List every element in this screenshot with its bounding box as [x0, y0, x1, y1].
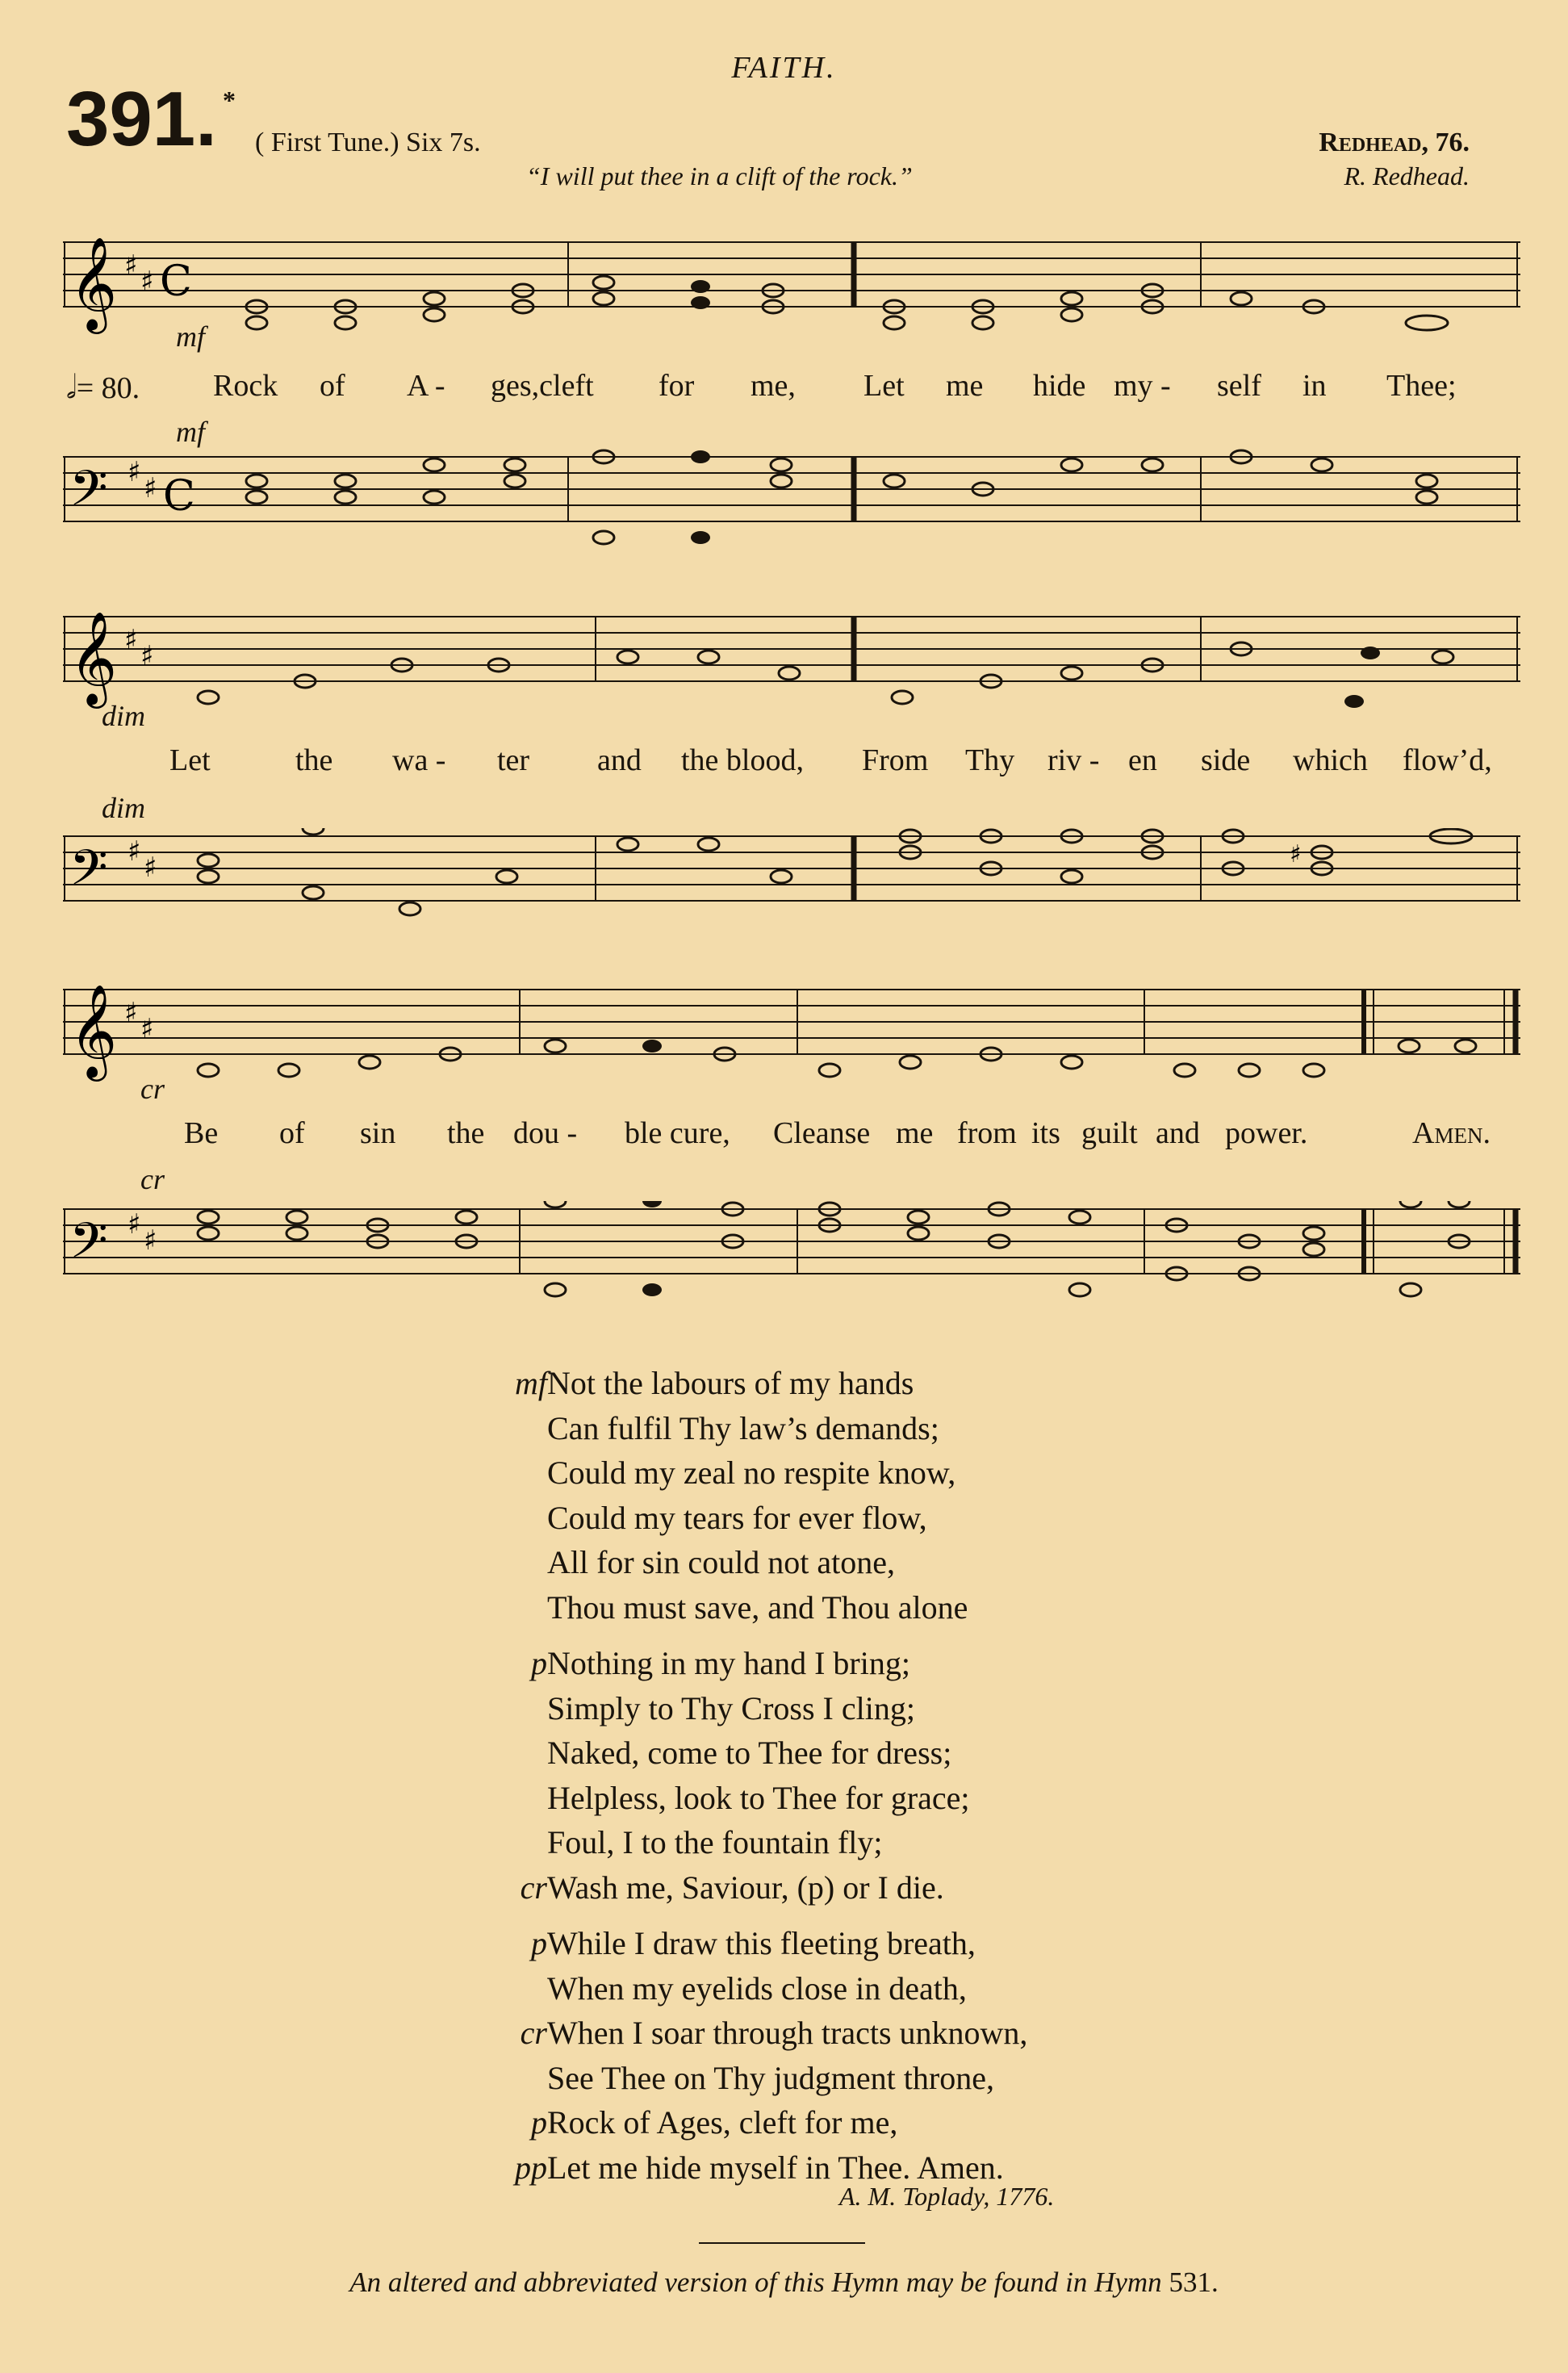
- lyrics-line-2: [63, 743, 1520, 781]
- svg-text:♯: ♯: [124, 249, 138, 282]
- verse-text: Can fulfil Thy law’s demands;: [547, 1409, 939, 1446]
- lyrics-line-3: [63, 1115, 1520, 1154]
- lyric-syllable: en: [1128, 743, 1157, 777]
- svg-text:♯: ♯: [140, 266, 154, 298]
- treble-staff-3: [63, 981, 1520, 1086]
- verse-text: Foul, I to the fountain fly;: [547, 1824, 883, 1860]
- lyric-syllable: Cleanse: [773, 1116, 871, 1150]
- treble-staff-1: [63, 234, 1520, 339]
- lyric-syllable: ter: [497, 743, 530, 777]
- verse-line: [484, 2056, 1210, 2101]
- verse-text: All for sin could not atone,: [547, 1544, 896, 1580]
- tune-info: ( First Tune.) Six 7s.: [255, 128, 481, 157]
- svg-text:♯: ♯: [124, 997, 138, 1029]
- lyric-syllable: guilt: [1081, 1116, 1138, 1150]
- lyric-syllable: sin: [360, 1116, 396, 1150]
- svg-text:𝄢: 𝄢: [69, 839, 108, 909]
- verse-text: When my eyelids close in death,: [547, 1969, 967, 2007]
- lyric-syllable: Let: [169, 743, 211, 777]
- lyric-syllable: flow’d,: [1403, 743, 1492, 777]
- epigraph: “I will put thee in a clift of the rock.”: [526, 161, 913, 190]
- verse-line: [484, 1686, 1210, 1731]
- lyric-syllable: which: [1293, 743, 1368, 777]
- verse-text: When I soar through tracts unknown,: [547, 2015, 1028, 2051]
- svg-text:𝄞: 𝄞: [69, 610, 118, 705]
- lyric-syllable: Let: [863, 369, 905, 403]
- dynamic-mark: mf: [176, 320, 205, 353]
- svg-text:♯: ♯: [140, 1013, 154, 1045]
- verse-dynamic: pp: [515, 2149, 547, 2186]
- verse-line: [484, 1540, 1210, 1585]
- lyric-syllable: me: [896, 1116, 934, 1150]
- footnote-text: An altered and abbreviated version of this Hymn may be found in Hymn: [349, 2266, 1162, 2298]
- lyric-syllable: me: [946, 369, 984, 403]
- treble-staff-3-notation: [63, 981, 1520, 1086]
- verse-line: [484, 1585, 1210, 1630]
- verse-text: Wash me, Saviour, (p) or I die.: [547, 1869, 944, 1906]
- svg-text:♯: ♯: [128, 456, 141, 488]
- dynamic-mark: mf: [176, 416, 205, 448]
- verse-line: [484, 1406, 1210, 1451]
- lyric-syllable: From: [862, 743, 929, 777]
- verse-text: Rock of Ages, cleft for me,: [547, 2104, 898, 2141]
- svg-text:♯: ♯: [144, 472, 157, 504]
- bass-staff-2: [63, 828, 1520, 933]
- lyric-syllable: hide: [1033, 369, 1086, 403]
- lyric-syllable: and: [597, 743, 642, 777]
- svg-text:♯: ♯: [140, 640, 154, 672]
- lyric-syllable: wa -: [392, 743, 446, 777]
- lyric-syllable: me,: [751, 369, 796, 403]
- dynamic-mark: cr: [140, 1163, 165, 1195]
- verse-line: [484, 1731, 1210, 1776]
- lyric-syllable: A -: [407, 369, 445, 403]
- verse-text: While I draw this fleeting breath,: [547, 1925, 976, 1961]
- verse-line: [484, 1641, 1210, 1686]
- dynamic-mark: cr: [140, 1073, 165, 1105]
- verse-line: [484, 1921, 1210, 1966]
- verse-line: [484, 1776, 1210, 1821]
- lyric-syllable: my -: [1114, 369, 1171, 403]
- verse-text: Nothing in my hand I bring;: [547, 1645, 910, 1681]
- verse-dynamic: cr: [520, 1869, 547, 1906]
- svg-text:♯: ♯: [128, 1208, 141, 1241]
- lyric-syllable: the blood,: [681, 743, 804, 777]
- verse-text: Simply to Thy Cross I cling;: [547, 1689, 915, 1726]
- verse-line: [484, 1966, 1210, 2011]
- lyric-syllable: for: [659, 369, 695, 403]
- bass-staff-3: [63, 1201, 1520, 1306]
- svg-text:♯: ♯: [128, 835, 141, 868]
- dynamic-mark: dim: [102, 700, 145, 732]
- svg-text:𝄞: 𝄞: [69, 236, 118, 330]
- lyric-syllable: the: [295, 743, 333, 777]
- lyrics-line-1: [63, 368, 1520, 407]
- svg-text:♯: ♯: [144, 852, 157, 884]
- lyric-syllable: power.: [1225, 1116, 1308, 1150]
- lyric-syllable: Thee;: [1386, 369, 1457, 403]
- hymn-asterisk: *: [223, 86, 236, 115]
- lyric-syllable: of: [320, 369, 345, 403]
- verse-line: [484, 2100, 1210, 2145]
- bass-staff-1-notation: [63, 449, 1520, 554]
- verse-text: Helpless, look to Thee for grace;: [547, 1779, 970, 1816]
- author-credit: A. M. Toplady, 1776.: [839, 2182, 1055, 2211]
- verses: [484, 1361, 1210, 2201]
- verse-text: Let me hide myself in Thee. Amen.: [547, 2149, 1004, 2186]
- treble-staff-2-notation: [63, 609, 1520, 714]
- treble-staff-2: [63, 609, 1520, 714]
- svg-text:♯: ♯: [144, 1224, 157, 1257]
- tempo-value: = 80.: [76, 371, 140, 405]
- verse-dynamic: mf: [515, 1365, 547, 1401]
- section-title: FAITH.: [731, 51, 837, 85]
- verse-text: Naked, come to Thee for dress;: [547, 1735, 952, 1771]
- verse-text: Thou must save, and Thou alone: [547, 1588, 968, 1626]
- lyric-syllable: side: [1201, 743, 1251, 777]
- lyric-syllable: Be: [184, 1116, 219, 1150]
- lyric-syllable: Thy: [965, 743, 1015, 777]
- verse-dynamic: p: [531, 1645, 547, 1681]
- lyric-amen: Amen.: [1412, 1116, 1491, 1150]
- lyric-syllable: and: [1156, 1116, 1200, 1150]
- verse-dynamic: cr: [520, 2015, 547, 2051]
- verse-line: [484, 2011, 1210, 2056]
- verse: [484, 1361, 1210, 1630]
- svg-text:𝄢: 𝄢: [69, 460, 108, 529]
- divider: [699, 2242, 865, 2244]
- svg-text:𝄞: 𝄞: [69, 983, 118, 1078]
- lyric-syllable: its: [1031, 1116, 1060, 1150]
- verse: [484, 1921, 1210, 2190]
- lyric-syllable: riv -: [1047, 743, 1100, 777]
- svg-text:♯: ♯: [1290, 840, 1302, 868]
- tune-name: Redhead, 76.: [1319, 128, 1470, 157]
- verse-text: Not the labours of my hands: [547, 1365, 914, 1401]
- verse-line: [484, 1361, 1210, 1406]
- bass-staff-1: [63, 449, 1520, 554]
- treble-staff-1-notation: [63, 234, 1520, 339]
- hymn-number: 391.: [66, 76, 217, 162]
- lyric-syllable: in: [1302, 369, 1327, 403]
- verse-line: [484, 1820, 1210, 1865]
- verse-text: Could my zeal no respite know,: [547, 1454, 956, 1491]
- verse-text: See Thee on Thy judgment throne,: [547, 2059, 994, 2096]
- svg-text:C: C: [163, 472, 195, 521]
- bass-staff-3-notation: [63, 1201, 1520, 1306]
- svg-text:♯: ♯: [124, 624, 138, 656]
- verse-dynamic: p: [531, 2104, 547, 2141]
- lyric-syllable: self: [1217, 369, 1261, 403]
- verse-line: [484, 1450, 1210, 1496]
- verse-text: Could my tears for ever flow,: [547, 1499, 927, 1536]
- bass-staff-2-notation: [63, 828, 1520, 933]
- verse: [484, 1641, 1210, 1910]
- lyric-syllable: from: [957, 1116, 1017, 1150]
- lyric-syllable: Rock: [213, 369, 278, 403]
- lyric-syllable: the: [447, 1116, 485, 1150]
- lyric-syllable: dou -: [513, 1116, 578, 1150]
- lyric-syllable: of: [279, 1116, 305, 1150]
- footnote: [0, 2266, 1568, 2299]
- verse-line: [484, 1496, 1210, 1541]
- dynamic-mark: dim: [102, 792, 145, 824]
- half-note-icon: 𝅗𝅥: [66, 369, 77, 405]
- svg-text:C: C: [160, 257, 192, 306]
- composer: R. Redhead.: [1344, 161, 1470, 190]
- verse-line: [484, 1865, 1210, 1911]
- verse-dynamic: p: [531, 1925, 547, 1961]
- lyric-syllable: ges,cleft: [491, 369, 594, 403]
- svg-text:𝄢: 𝄢: [69, 1212, 108, 1282]
- lyric-syllable: ble cure,: [625, 1116, 730, 1150]
- footnote-hymn-number: 531.: [1169, 2266, 1219, 2298]
